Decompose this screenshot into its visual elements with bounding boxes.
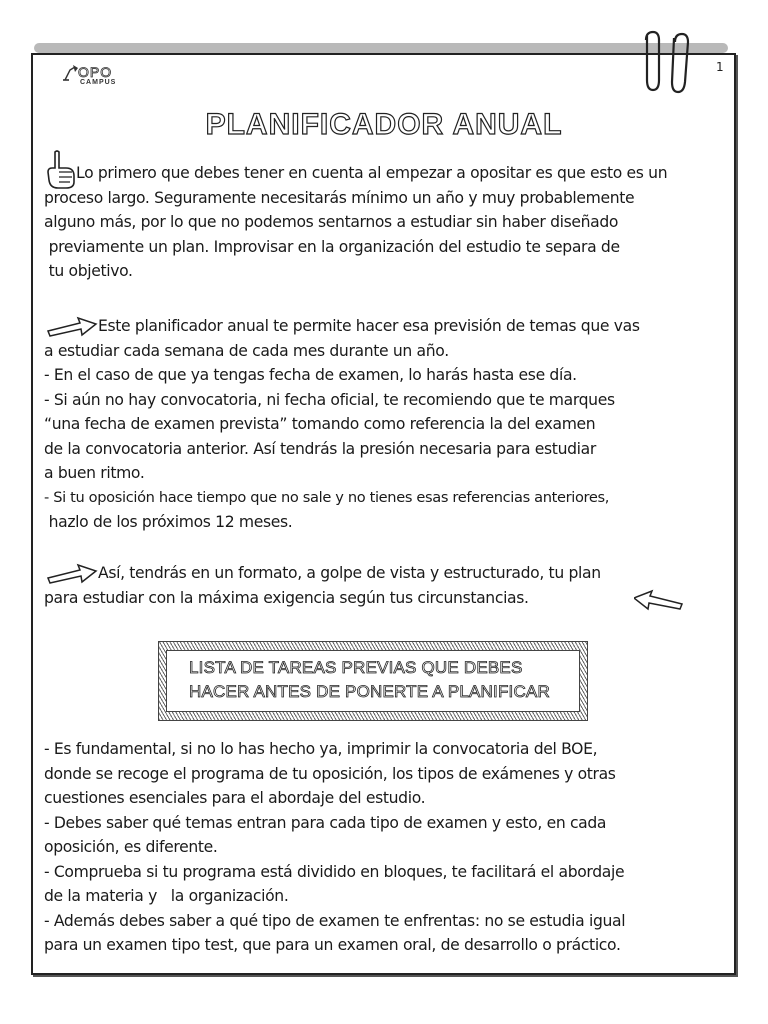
arrow-left-icon bbox=[634, 588, 684, 612]
planner-paragraph bbox=[44, 314, 734, 535]
list-item: - Es fundamental, si no lo has hecho ya, imprimir la convocatoria del BOE, bbox=[44, 740, 598, 758]
text-line: de la convocatoria anterior. Así tendrás la presión necesaria para estudiar bbox=[44, 439, 596, 458]
top-binder-bar bbox=[34, 43, 728, 53]
summary-paragraph bbox=[44, 561, 734, 610]
text-line: a buen ritmo. bbox=[44, 464, 145, 482]
text-line: para estudiar con la máxima exigencia según tus circunstancias. bbox=[44, 588, 529, 607]
opo-campus-logo bbox=[62, 64, 132, 92]
text-line: proceso largo. Seguramente necesitarás mínimo un año y muy probablemente bbox=[44, 188, 635, 207]
logo-opo-text: OPO bbox=[78, 64, 113, 80]
list-item: donde se recoge el programa de tu oposición, los tipos de exámenes y otras bbox=[44, 764, 616, 783]
text-line: a estudiar cada semana de cada mes durante un año. bbox=[44, 341, 449, 360]
list-item: - Además debes saber a qué tipo de examen te enfrentas: no se estudia igual bbox=[44, 911, 626, 930]
text-line: Este planificador anual te permite hacer esa previsión de temas que vas bbox=[98, 317, 640, 335]
task-list-banner-title bbox=[189, 656, 550, 704]
text-line: - En el caso de que ya tengas fecha de examen, lo harás hasta ese día. bbox=[44, 366, 577, 384]
task-list bbox=[44, 737, 734, 958]
list-item: para un examen tipo test, que para un examen oral, de desarrollo o práctico. bbox=[44, 936, 621, 954]
list-item: - Comprueba si tu programa está dividido en bloques, te facilitará el abordaje bbox=[44, 862, 625, 881]
text-line: - Si tu oposición hace tiempo que no sale y no tienes esas referencias anteriores, bbox=[44, 488, 610, 506]
list-item: oposición, es diferente. bbox=[44, 838, 218, 856]
page-number: 1 bbox=[716, 60, 724, 74]
list-item: - Debes saber qué temas entran para cada tipo de examen y esto, en cada bbox=[44, 813, 607, 832]
text-line: alguno más, por lo que no podemos sentarnos a estudiar sin haber diseñado bbox=[44, 213, 619, 231]
text-line: Así, tendrás en un formato, a golpe de vista y estructurado, tu plan bbox=[98, 564, 601, 582]
banner-line: LISTA DE TAREAS PREVIAS QUE DEBES bbox=[189, 658, 523, 677]
text-line: hazlo de los próximos 12 meses. bbox=[44, 513, 293, 531]
task-list-banner bbox=[158, 641, 588, 721]
text-line: Lo primero que debes tener en cuenta al empezar a opositar es que esto es un bbox=[76, 164, 668, 182]
logo-campus-text: CAMPUS bbox=[80, 79, 117, 86]
list-item: cuestiones esenciales para el abordaje del estudio. bbox=[44, 789, 426, 807]
text-line: “una fecha de examen prevista” tomando como referencia la del examen bbox=[44, 415, 596, 433]
text-line: tu objetivo. bbox=[44, 262, 133, 280]
paperclip-icon bbox=[664, 28, 696, 98]
list-item: de la materia y la organización. bbox=[44, 887, 289, 905]
page-title: PLANIFICADOR ANUAL bbox=[205, 108, 563, 141]
text-line: previamente un plan. Improvisar en la organización del estudio te separa de bbox=[44, 237, 620, 256]
intro-paragraph bbox=[44, 161, 734, 284]
text-line: - Si aún no hay convocatoria, ni fecha oficial, te recomiendo que te marques bbox=[44, 390, 615, 409]
banner-line: HACER ANTES DE PONERTE A PLANIFICAR bbox=[189, 682, 550, 701]
